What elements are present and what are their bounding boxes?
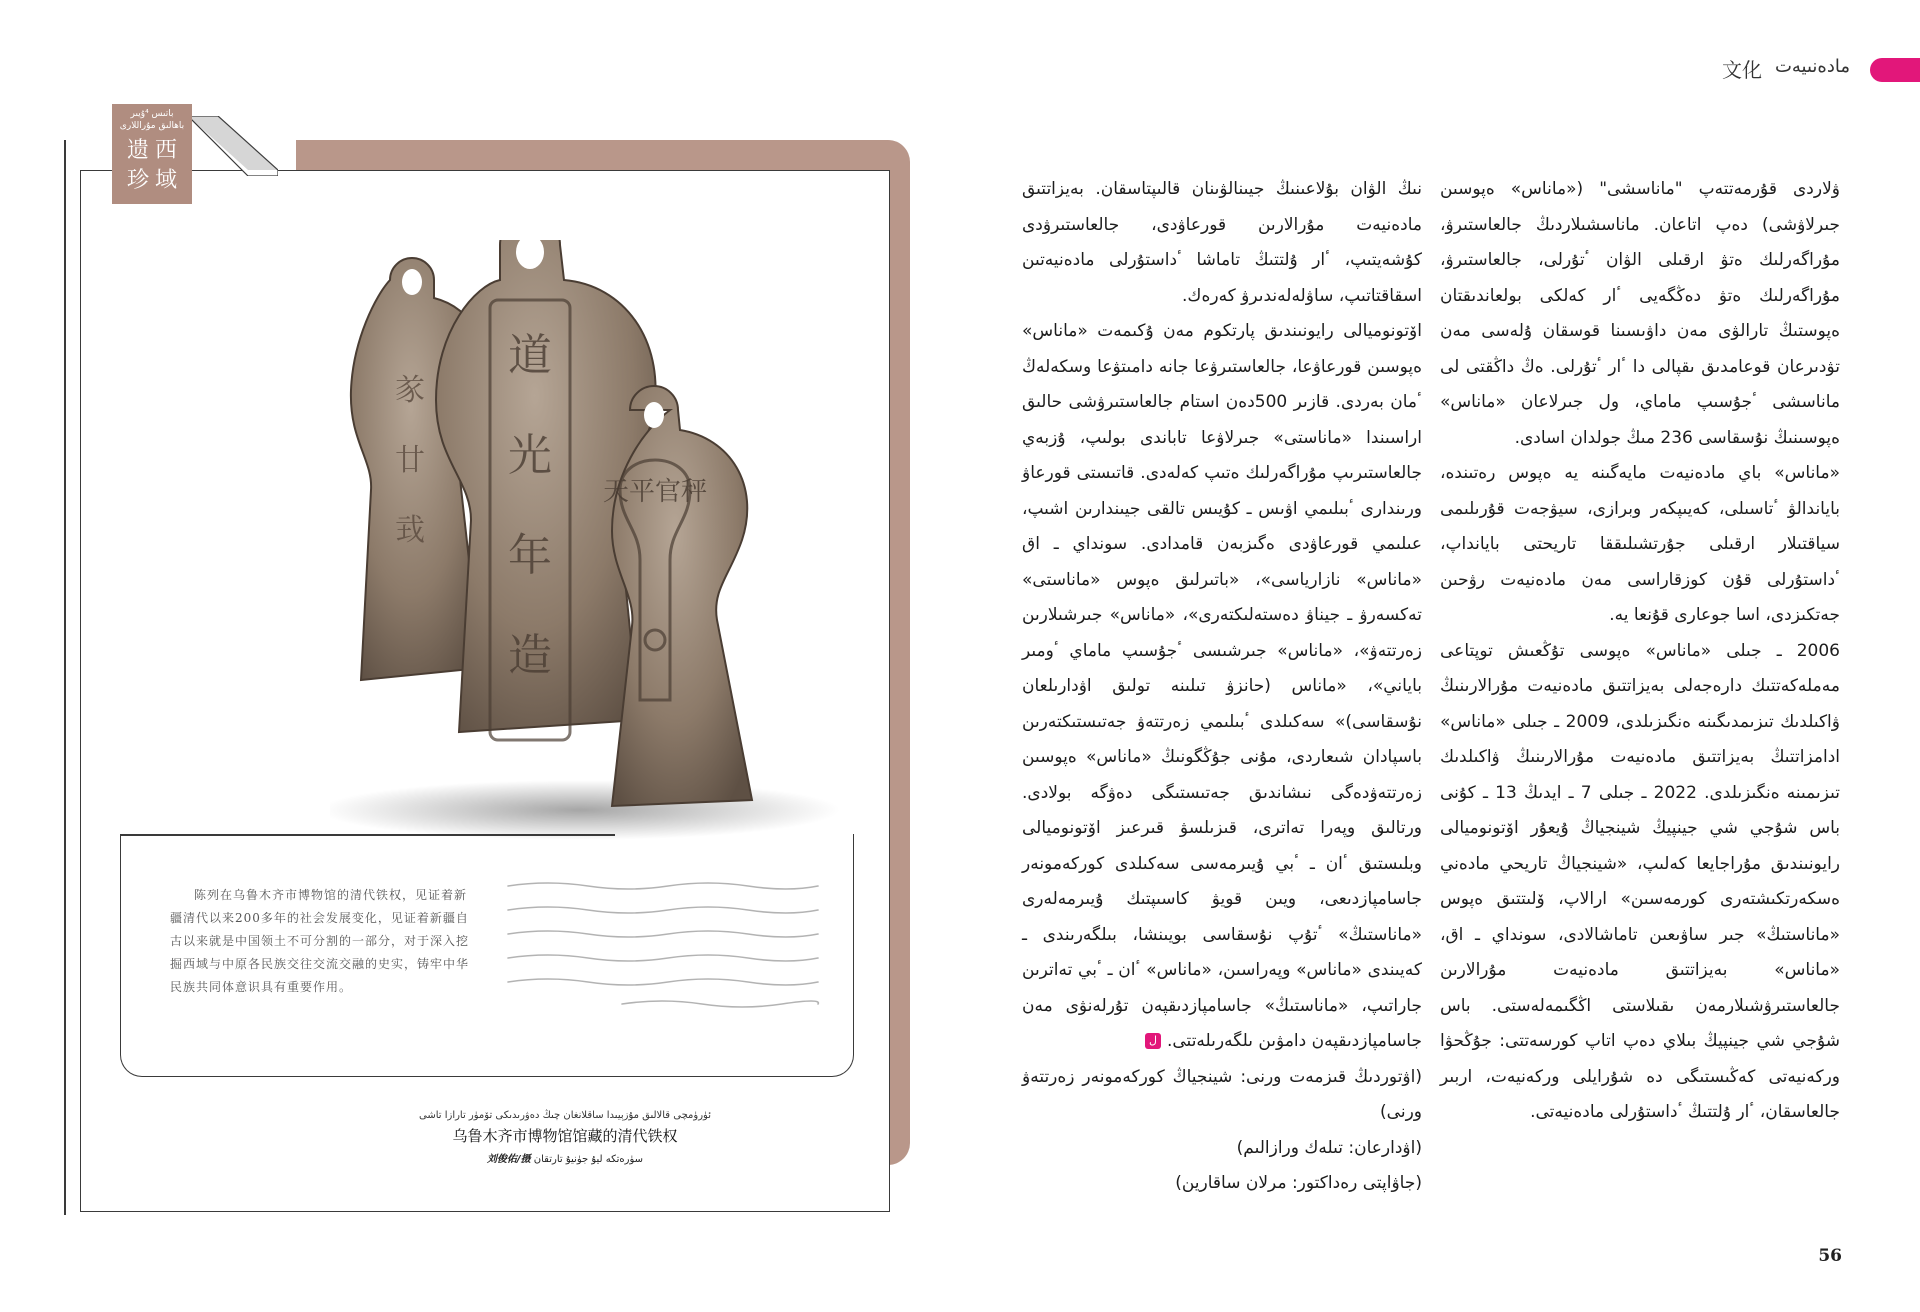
paragraph: 2006 ـ جىلى «ماناس» ەپوسى تۇڭعىش توپتاعى مەملەكەتتىك دارەجەلى بەيزاتتىق مادەنيەت مۇرالارىنىڭ ۋاكىلدىك تىزىمدىگىنە ەنگىزىلدى، 2009 ـ جىلى «ماناس» ادامزاتتىڭ بەيزاتتىق مادەنيەت مۇرالارىنىڭ ۋاكىلدىك تىزىمىنە ەنگىزىلدى. 2022 ـ جىلى 7 ـ ايدىڭ 13 ـ كۇنى باس شۇجي شي جينپيڭ شينجياڭ ۇيعۇر اۆتونوميالى رايونىندىق مۇراجايعا كەلىپ، «شينجياڭ تاريحي مادەني ەسكەرتكىشتەرى كورمەسىن» ارالاپ، ۆلىتتىق ەپوس «ماناستىڭ» جىر ساۋىعىن تاماشالادى، سونداي ـ اق، «ماناس» بەيزاتتىق مادەنيەت مۇرالارىن جالعاستىرۋشىلارمەن ىقىلاستى اڭگىمەلەستى. باس شۇجي شي جينپيڭ بىلاي دەپ اتاپ كورسەتتى: جۇڭحۋا وركەنيەتى كەڭىستىگى دە شۇرايلى وركەنيەت، اربىر جالعاسقان، ٴار ۇلتتىڭ ٴداستۇرلى مادەنيەتى.: [1440, 640, 1840, 1122]
section-color-tab: [1870, 58, 1920, 82]
section-label-cn: 文化: [1722, 58, 1762, 82]
editor-line: (جاۋاپتى رەداكتور: مرلان ساقارين): [1175, 1173, 1422, 1193]
page-number: 56: [1818, 1246, 1842, 1266]
photo-credit: [330, 1150, 800, 1165]
badge-char: 珍: [126, 168, 149, 193]
badge-char: 遗: [126, 138, 149, 163]
photo-credit-ug: سۈرەتكە ليۇ جۈنيۇ تارتقان: [533, 1154, 644, 1165]
translator-line: (اۋدارعان: تىلەك ورازالىم): [1236, 1137, 1422, 1158]
badge-ug-line2: باھالىق مۇراللارى: [119, 121, 185, 131]
photo-caption-ug: ئۈرۈمچى قالالىق مۇزېيىدا ساقلانغان چىڭ دەۋرىدىكى تۆمۈر تارازا تاشى: [418, 1110, 712, 1121]
badge-char: 域: [155, 168, 178, 193]
svg-text:造: 造: [508, 630, 552, 681]
left-frame-line: [64, 140, 66, 1215]
photo-caption-cn: 乌鲁木齐市博物馆馆藏的清代铁权: [452, 1127, 678, 1145]
paragraph: نىڭ الۋان بۇلاعىنىڭ جيىنالۋىنان قالىپتاسقان. بەيزاتتىق مادەنيەت مۇرالارىن قورعاۋدى، جالعاستىرۋدى كۇشەيتىپ، ٴار ۇلتتىڭ تاماشا ٴداستۇرلى مادەنيەتىن اسقاقتاتىپ، ساۋلەلەندىرۋ كەرەك.: [1022, 179, 1422, 306]
weight-inscription: 天平官秤: [602, 477, 708, 507]
caption-cn-text: 陈列在乌鲁木齐市博物馆的清代铁权，见证着新疆清代以来200多年的社会发展变化，见证着新疆自古以来就是中国领土不可分割的一部分，对于深入挖掘西域与中原各民族交往交流交融的史实，铸牢中华民族共同体意识具有重要作用。: [170, 888, 470, 994]
paragraph-text: اۆتونوميالى رايونىندىق پارتكوم مەن ۇكىمەت «ماناس» ەپوسىن قورعاۋعا، جالعاستىرۋعا جانە دامىتۋعا وسكەلەڭ ٴمان بەردى. قازىر 500دەن استام جالعاستىرۋشى حالىق اراسىندا «ماناستى» جىرلاۋعا تاباندى بولىپ، ۇزبەي جالعاستىرىپ مۇراگەرلىك ەتىپ كەلەدى. قاتىستى قورعاۋ ورىندارى ٴبىلىمي اۋىس ـ كۇيىس تالقى جيىندارىن اشىپ، عىلىمي قورعاۋدى ەگىزبەن قامدادى. سونداي ـ اق «ماناس» نازارياسى»، «باتىرلىق ەپوس «ماناستى» تەكسەرۋ ـ جيناۋ دەستەلىكتەرى»، «ماناس» جىرشىلارىن زەرتتەۋ»، «ماناس» جىرشىسى ٴجۇسىپ ماماي ٴومىر باياني»، «ماناس (حانزۋ تىلىنە تولىق اۋدارىلعان نۇسقاسى)» سەكىلدى ٴبىلىمي زەرتتەۋ جەتىستىكتەرىن باسپادان شىعاردى، مۇنى جۇڭگونىڭ «ماناس» ەپوسىن زەرتتەۋدەگى نىشاندىق جەتىستىگى دەۋگە بولادى. ورتالىق وپەرا تەاترى، قىزىلسۋ قىرعىز اۆتونوميالى وبلىستىق ٴان ـ ٴبي ۇيىرمەسى سەكىلدى كوركەمونەر جاسامپازدىعى، ويىن قويۋ كاسىپتىك ۇيىرمەلەرى «ماناستىڭ» ٴتۇپ نۇسقاسى بويىنشا، بىلگەرىندى ـ كەيىندى «ماناس» وپەراسىن، «ماناس» ٴان ـ ٴبي تەاترىن جاراتىپ، «ماناستىڭ» جاسامپازدىقپەن تۇرلەنۋى مەن جاسامپازدىقپەن دامۋىن ىلگەرىلەتتى.: [1022, 321, 1422, 1051]
iron-weights-photo: [330, 240, 850, 840]
svg-text:廿: 廿: [395, 443, 425, 478]
column-badge: [112, 104, 192, 204]
svg-text:㦱: 㦱: [395, 513, 425, 548]
badge-cn-col-1: [155, 136, 177, 196]
photo-caption: [330, 1110, 800, 1165]
folded-corner-decoration: [188, 116, 278, 176]
svg-text:㒸: 㒸: [395, 373, 425, 408]
badge-ug-line1: باتىس ⁴ۇيىر: [130, 109, 174, 119]
paragraph: [1022, 314, 1422, 1060]
badge-ug-text: [112, 104, 192, 132]
article-column-middle: [1022, 172, 1422, 1202]
badge-cn-col-2: [127, 136, 149, 196]
section-label-ug: مادەنىيەت: [1774, 56, 1850, 77]
svg-text:道: 道: [508, 330, 552, 381]
section-header: [1500, 48, 1920, 88]
badge-char: 西: [155, 138, 178, 163]
svg-text:光: 光: [508, 430, 552, 481]
badge-cn-title: [112, 136, 192, 196]
svg-text:年: 年: [508, 530, 552, 581]
paragraph: «ماناس» باي مادەنيەت مايەگىنە يە ەپوس رەتىندە، باياندالۋ ٴتاسىلى، كەيىپكەر وبرازى، سيۋجەت قۇرىلىمى سياقتىلار ارقىلى جۇرتشىلىققا تاريحتى بايانداپ، ٴداستۇرلى قۇن كوزقاراسى مەن مادەنيەت رۋحىن جەتكىزدى، اسا جوعارى قۇنعا يە.: [1440, 463, 1840, 625]
author-affiliation: (اۋتوردىڭ قىزمەت ورنى: شينجياڭ كوركەمونەر زەرتتەۋ ورنى): [1022, 1066, 1422, 1122]
caption-ug-script-block: [502, 878, 822, 1008]
caption-box-top-line: [120, 834, 615, 836]
article-column-right: [1440, 172, 1840, 1131]
photo-credit-cn: 刘俊佑/摄: [486, 1154, 531, 1165]
paragraph: ۋلاردى قۇرمەتتەپ "ماناسشى" («ماناس» ەپوسىن جىرلاۋشى) دەپ اتاعان. ماناسشىلاردىڭ جالعاستىرۋ، مۇراگەرلىك ەتۋ ارقىلى الۋان ٴتۇرلى، جالعاستىرۋ، مۇراگەرلىك ەتۋ دەڭگەيى ٴار كەلكى بولعاندىقتان ەپوستىڭ تارالۋى مەن داۋىسىنا قوسقان ۇلەسى مەن تۋدىرعان قوعامدىق ىقپالى دا ٴار ٴتۇرلى. ەڭ داڭقتى لى ماناسشى ٴجۇسىپ ماماي، ول جىرلاعان «ماناس» ەپوسىنىڭ نۇسقاسى 236 مىڭ جولدان اسادى.: [1440, 179, 1840, 448]
end-mark-icon: ل: [1145, 1033, 1161, 1049]
